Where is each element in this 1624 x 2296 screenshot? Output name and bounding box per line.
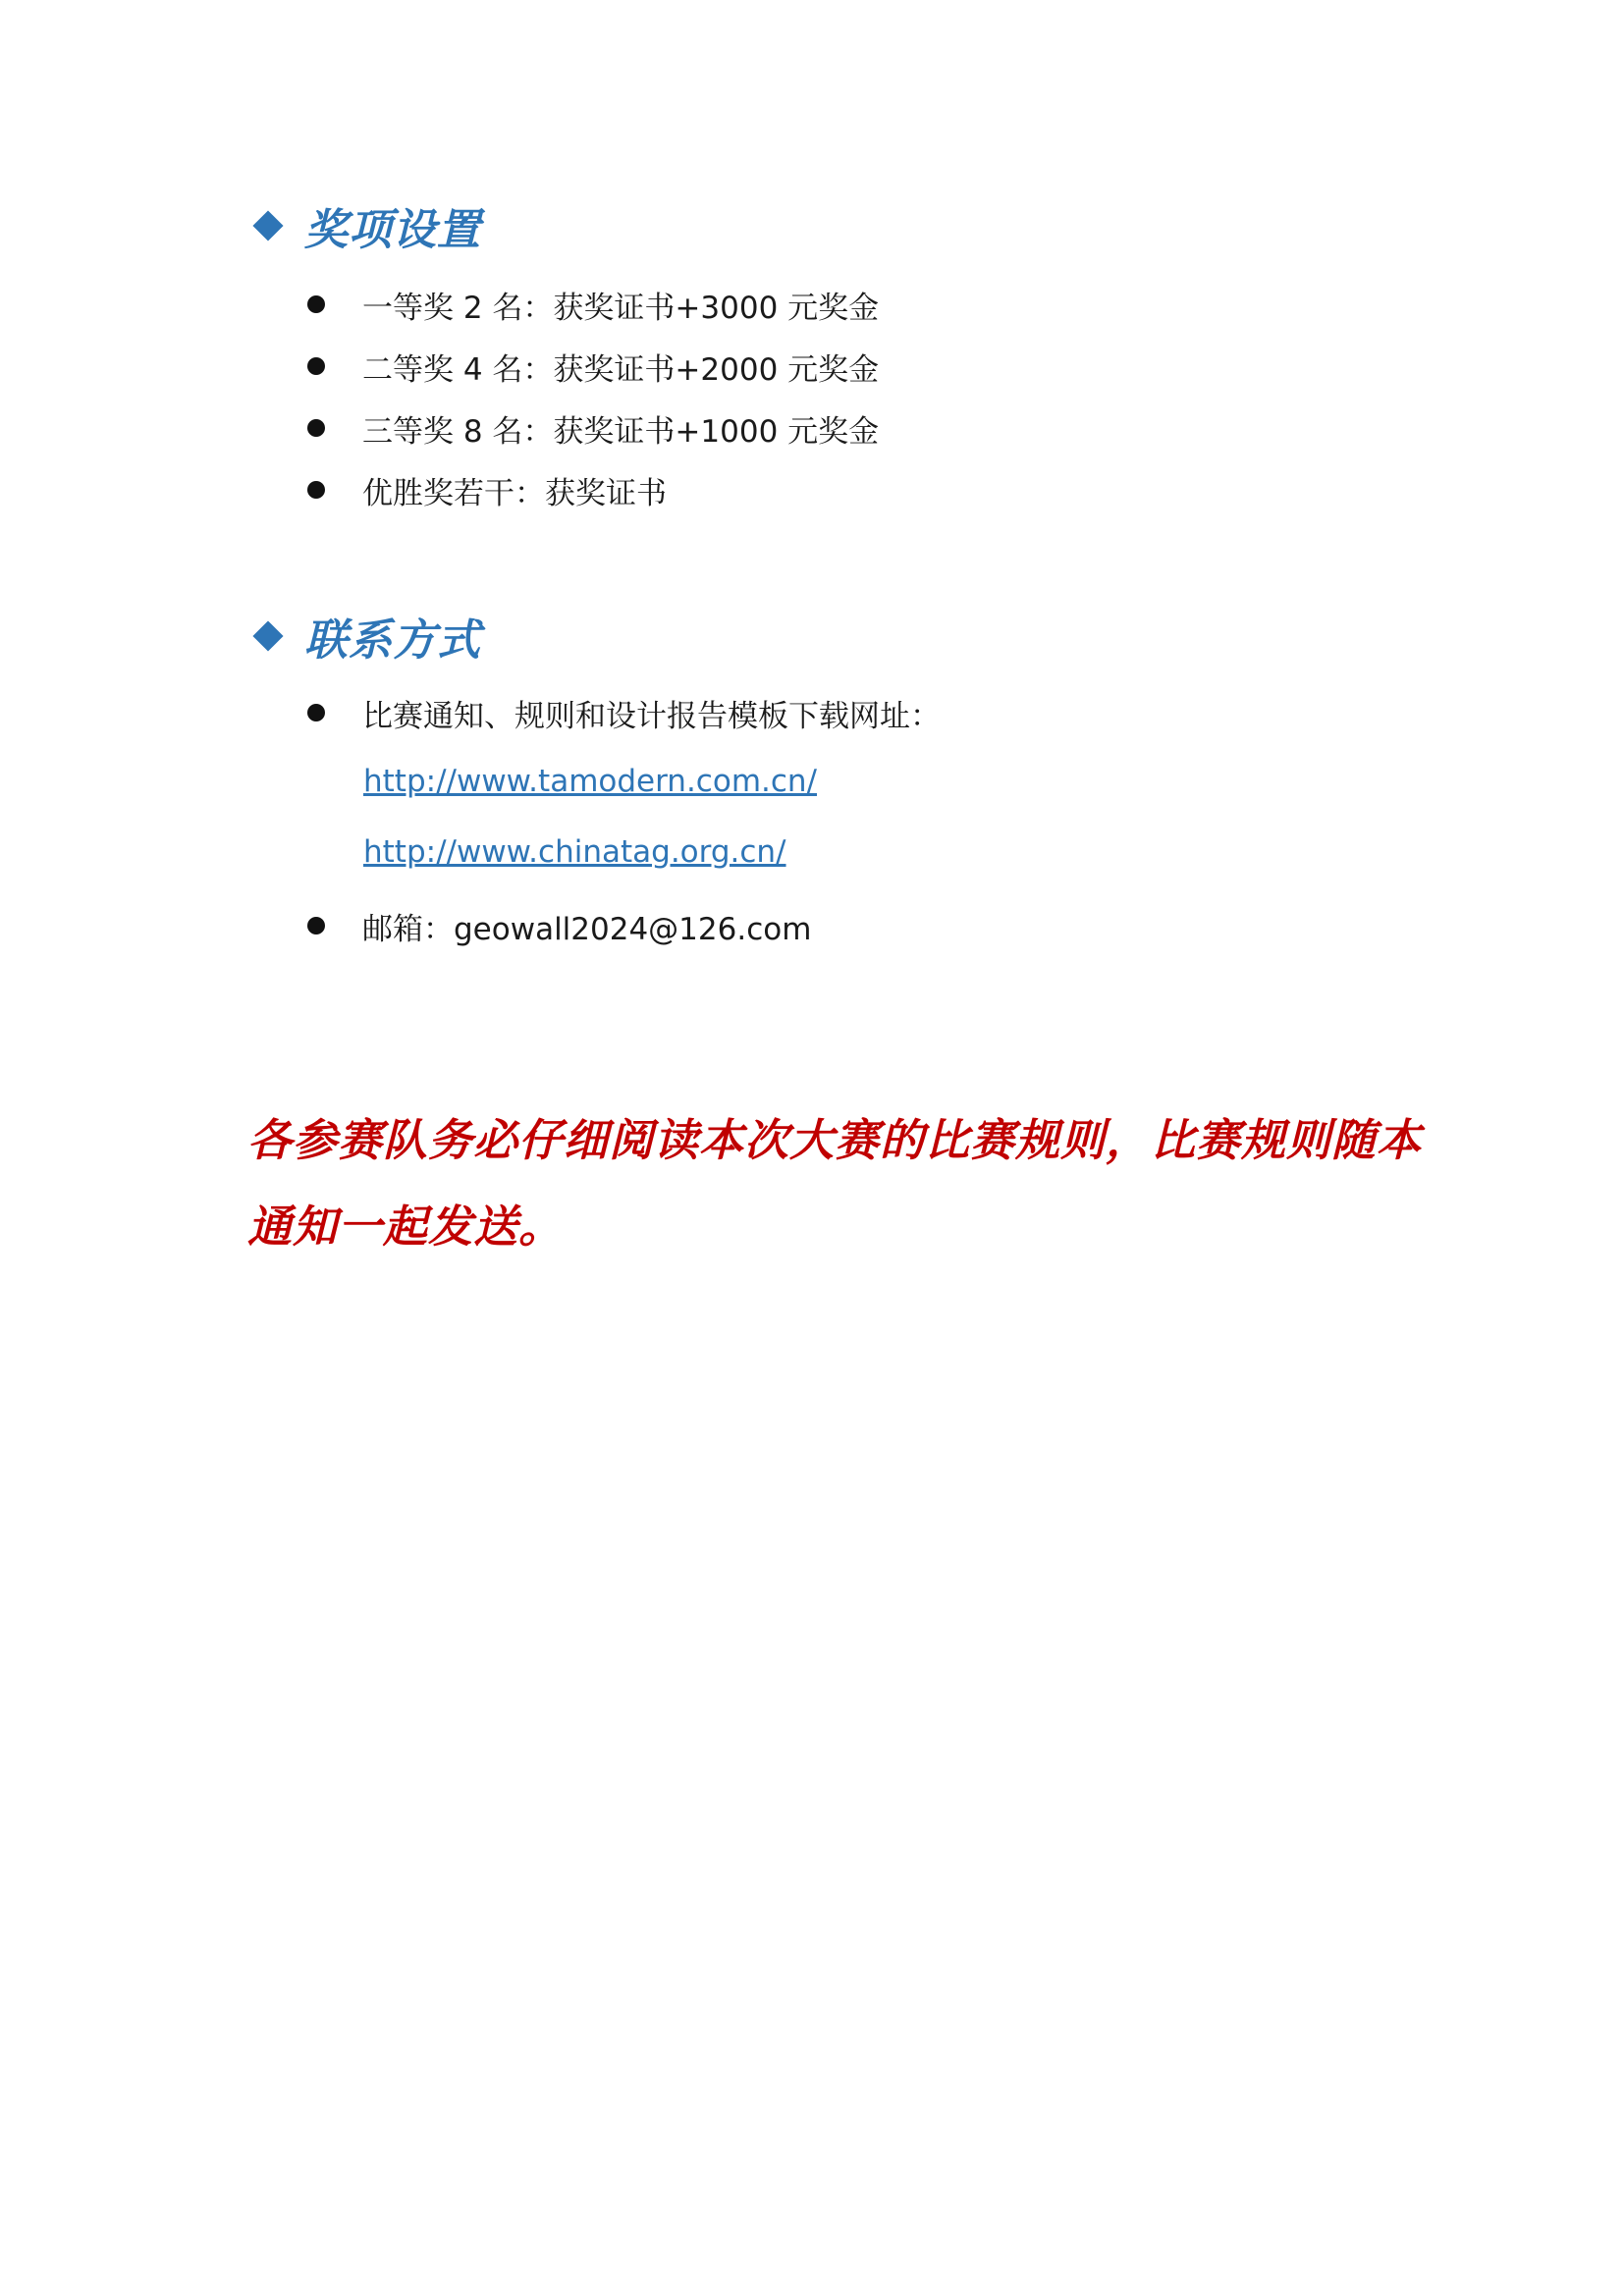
awards-heading <box>251 196 481 255</box>
email-text: 邮箱：geowall2024@126.com <box>362 911 812 947</box>
contact-item-download <box>307 688 941 737</box>
award-item-text: 二等奖 4 名：获奖证书+2000 元奖金 <box>362 351 880 388</box>
diamond-bullet-icon <box>252 210 283 240</box>
awards-heading-text: 奖项设置 <box>304 205 481 255</box>
link-tamodern[interactable]: http://www.tamodern.com.cn/ <box>363 764 818 799</box>
contact-item-email <box>307 901 811 950</box>
award-item-text: 三等奖 8 名：获奖证书+1000 元奖金 <box>362 413 880 450</box>
bullet-dot-icon <box>307 295 325 313</box>
notice-line-2: 通知一起发送。 <box>247 1201 565 1253</box>
award-item <box>307 465 667 514</box>
bullet-dot-icon <box>307 704 325 721</box>
contact-heading-text: 联系方式 <box>304 615 481 666</box>
download-label: 比赛通知、规则和设计报告模板下载网址： <box>362 698 941 734</box>
contact-heading <box>251 607 481 666</box>
diamond-bullet-icon <box>252 620 283 651</box>
award-item-text: 一等奖 2 名：获奖证书+3000 元奖金 <box>362 290 880 326</box>
award-item <box>307 342 879 391</box>
bullet-dot-icon <box>307 357 325 375</box>
bullet-dot-icon <box>307 419 325 437</box>
bullet-dot-icon <box>307 481 325 499</box>
award-item <box>307 280 879 329</box>
bullet-dot-icon <box>307 917 325 934</box>
notice-line-1: 各参赛队务必仔细阅读本次大赛的比赛规则，比赛规则随本 <box>247 1114 1423 1166</box>
award-item <box>307 403 879 453</box>
award-item-text: 优胜奖若干：获奖证书 <box>362 475 667 511</box>
link-chinatag[interactable]: http://www.chinatag.org.cn/ <box>363 834 786 870</box>
